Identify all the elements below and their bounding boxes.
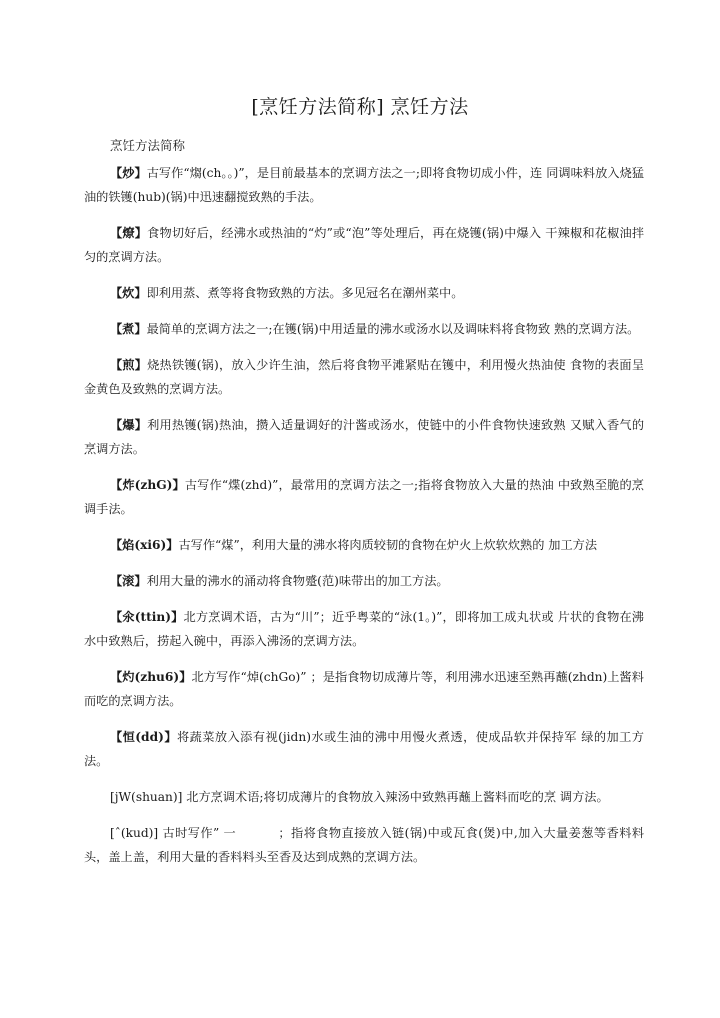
entry-paragraph: [84, 353, 644, 401]
entry-paragraph: [84, 821, 644, 869]
entry-paragraph: [84, 785, 644, 809]
entry-paragraph: [84, 725, 644, 773]
section-label: 烹饪方法简称: [110, 138, 186, 153]
entry-term: 【滚】: [110, 574, 147, 588]
entry-term: 【煎】: [110, 358, 148, 372]
entry-text: 即利用蒸、煮等将食物致熟的方法。多见冠名在潮州菜中。: [146, 286, 464, 300]
entry-term: 【燎】: [110, 226, 148, 240]
entry-text: 北方烹调术语;将切成薄片的食物放入辣汤中致熟再蘸上酱料而吃的烹 调方法。: [186, 790, 609, 804]
entry-paragraph: [84, 533, 644, 557]
entry-text: 古写作“煠(zhd)”，最常用的烹调方法之一;指将食物放入大量的热油 中致熟至脆的烹调手法。: [84, 478, 644, 516]
entry-text: 最简单的烹调方法之一;在镬(锅)中用适量的沸水或汤水以及调味料将食物致 熟的烹调方法。: [146, 322, 640, 336]
entry-term: 【炸(zhG)】: [110, 478, 185, 492]
entry-text: 利用大量的沸水的涌动将食物蹙(范)味带出的加工方法。: [146, 574, 449, 588]
entry-term: 【焰(xi6)】: [110, 538, 179, 552]
page-title: [烹饪方法简称] 烹饪方法: [251, 96, 469, 118]
entry-paragraph: [84, 161, 644, 209]
entry-paragraph: [84, 569, 644, 593]
entry-text: 古写作“煤”，利用大量的沸水将肉质较韧的食物在炉火上炊软炊熟的 加工方法: [178, 538, 598, 552]
entry-term: 【爆】: [110, 418, 148, 432]
entry-text: 古写作“煼(ch。。)”，是目前最基本的烹调方法之一;即将食物切成小件，连 同调味料放入烧猛油的铁镬(hub)(锅)中迅速翻搅致熟的手法。: [84, 166, 644, 204]
entry-term: 【恒(dd)】: [110, 730, 177, 744]
entry-term: [jW(shuan)]: [110, 790, 183, 804]
entry-text: 古时写作” 一 ；指将食物直接放入链(锅)中或瓦食(煲)中,加入大量姜葱等香料料头，盖上盖，利用大量的香料料头至香及达到成熟的烹调方法。: [84, 826, 645, 864]
entry-paragraph: [84, 221, 644, 269]
entry-term: 【炒】: [110, 166, 147, 180]
entry-term: [ˆ(kud)]: [110, 826, 159, 840]
entry-text: 利用热镬(锅)热油，攒入适量调好的汁酱或汤水，使链中的小件食物快速致熟 又赋入香气的烹调方法。: [84, 418, 645, 456]
entry-text: 北方写作“焯(chGo)” ；是指食物切成薄片等，利用沸水迅速至熟再蘸(zhdn)上酱料而吃的烹调方法。: [84, 670, 644, 708]
entry-paragraph: [84, 665, 644, 713]
entry-text: 烧热铁镬(锅)，放入少许生油，然后将食物平滩紧贴在镬中，利用慢火热油使 食物的表面呈金黄色及致熟的烹调方法。: [84, 358, 645, 396]
entry-list: [84, 161, 644, 881]
entry-text: 北方烹调术语，古为“川”；近乎粤菜的“泳(1。)”，即将加工成丸状或 片状的食物在沸水中致熟后，捞起入碗中，再添入沸汤的烹调方法。: [84, 610, 644, 648]
entry-paragraph: [84, 413, 644, 461]
entry-paragraph: [84, 281, 644, 305]
entry-text: 食物切好后，经沸水或热油的“灼”或“泡”等处理后，再在烧镬(锅)中爆入 干辣椒和花椒油拌匀的烹调方法。: [84, 226, 645, 264]
entry-paragraph: [84, 605, 644, 653]
entry-paragraph: [84, 473, 644, 521]
entry-term: 【氽(ttin)】: [110, 610, 184, 624]
entry-term: 【灼(zhu6)】: [110, 670, 192, 684]
entry-paragraph: [84, 317, 644, 341]
entry-term: 【炊】: [110, 286, 147, 300]
entry-text: 将蔬菜放入添有视(jidn)水或生油的沸中用慢火煮透，使成品软并保持军 绿的加工方法。: [84, 730, 644, 768]
entry-term: 【煮】: [110, 322, 147, 336]
